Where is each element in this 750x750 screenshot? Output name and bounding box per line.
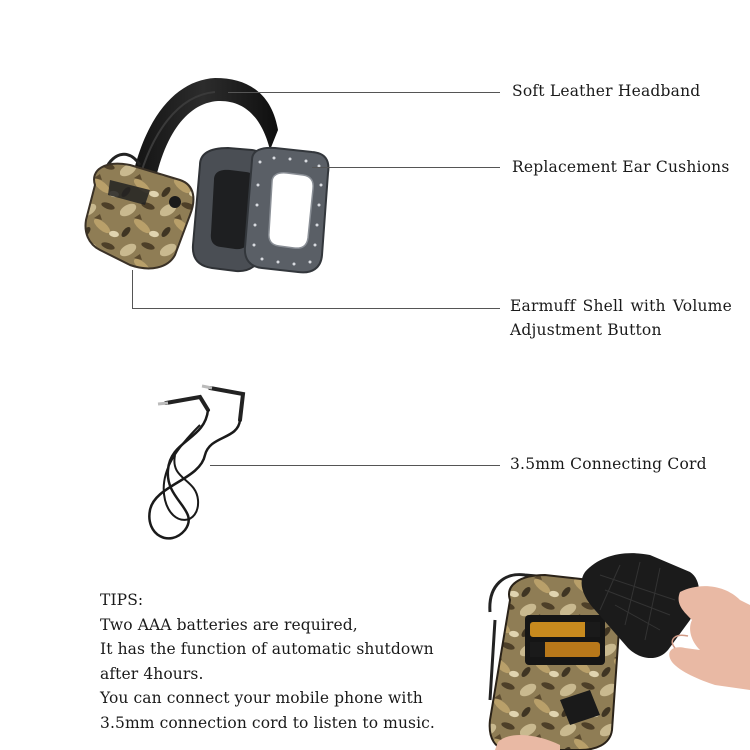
battery-compartment-image	[490, 553, 750, 750]
shell-leader-line-vertical	[132, 270, 133, 308]
cushions-label: Replacement Ear Cushions	[512, 158, 730, 176]
cord-label: 3.5mm Connecting Cord	[510, 455, 707, 473]
shell-label-line2: Adjustment Button	[510, 321, 662, 339]
tips-title: TIPS:	[100, 591, 144, 609]
headband-label: Soft Leather Headband	[512, 82, 701, 100]
tips-line: Two AAA batteries are required,	[100, 615, 358, 634]
tips-line: after 4hours.	[100, 664, 204, 683]
cord-leader-line	[210, 465, 500, 466]
shell-leader-line	[132, 308, 500, 309]
tips-line: It has the function of automatic shutdown	[100, 640, 434, 658]
tips-line: You can connect your mobile phone with	[100, 689, 423, 707]
shell-label-line1: Earmuff Shell with Volume	[510, 297, 732, 315]
tips-line: 3.5mm connection cord to listen to music.	[100, 713, 435, 732]
connecting-cord-image	[149, 386, 243, 538]
headband-leader-line	[228, 92, 500, 93]
earmuff-headset-image	[86, 78, 329, 272]
tips-section	[100, 588, 435, 735]
cushions-leader-line	[312, 167, 500, 168]
